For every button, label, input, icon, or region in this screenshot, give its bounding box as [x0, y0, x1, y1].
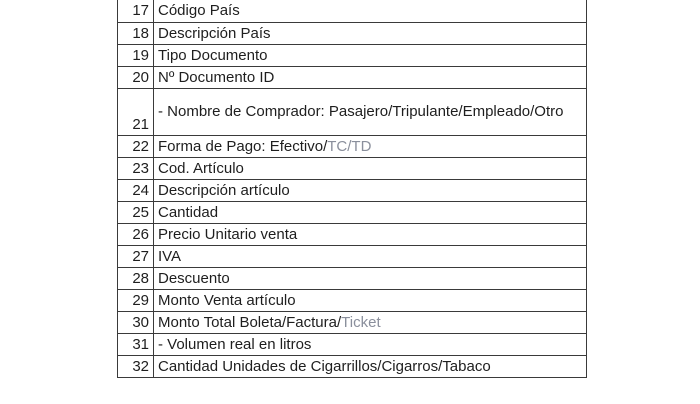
- row-number: 32: [118, 355, 154, 377]
- row-number: 23: [118, 157, 154, 179]
- row-description: Descuento: [154, 267, 587, 289]
- row-description-line-1: - Nombre de Comprador:: [158, 103, 325, 120]
- table-row: [118, 66, 587, 88]
- row-number: 31: [118, 333, 154, 355]
- row-number: 18: [118, 22, 154, 44]
- row-description: Nº Documento ID: [154, 66, 587, 88]
- row-description: Cod. Artículo: [154, 157, 587, 179]
- row-description: Cantidad Unidades de Cigarrillos/Cigarros/Tabaco: [154, 355, 587, 377]
- table-row: [118, 157, 587, 179]
- fields-table: [117, 0, 587, 378]
- table-row: [118, 289, 587, 311]
- row-description: Tipo Documento: [154, 44, 587, 66]
- table-row: [118, 223, 587, 245]
- row-description: Código País: [154, 0, 587, 22]
- row-description: - Volumen real en litros: [154, 333, 587, 355]
- table-row: [118, 355, 587, 377]
- table-row: [118, 179, 587, 201]
- row-description: Descripción artículo: [154, 179, 587, 201]
- table-row: [118, 245, 587, 267]
- row-description: Monto Venta artículo: [154, 289, 587, 311]
- table-row: [118, 0, 587, 22]
- table-row: [118, 44, 587, 66]
- row-number: 20: [118, 66, 154, 88]
- row-number: 27: [118, 245, 154, 267]
- row-description-faded: Ticket: [341, 313, 381, 331]
- row-description: Descripción País: [154, 22, 587, 44]
- row-description-faded: TC/TD: [327, 137, 372, 155]
- row-number: 22: [118, 135, 154, 157]
- row-description: Cantidad: [154, 201, 587, 223]
- row-description-line-2: Pasajero/Tripulante/Empleado/Otro: [328, 103, 564, 120]
- row-description-main: Forma de Pago: Efectivo/: [158, 137, 328, 155]
- row-number: 19: [118, 44, 154, 66]
- row-description-main: Monto Total Boleta/Factura/: [158, 313, 342, 331]
- row-number: 28: [118, 267, 154, 289]
- row-number: 17: [118, 0, 154, 22]
- table-row: [118, 88, 587, 135]
- table-row: [118, 311, 587, 333]
- row-description: Precio Unitario venta: [154, 223, 587, 245]
- row-description: [154, 311, 587, 333]
- table-row: [118, 333, 587, 355]
- row-description: [154, 88, 587, 135]
- row-number: 26: [118, 223, 154, 245]
- row-number: 25: [118, 201, 154, 223]
- row-description: [154, 135, 587, 157]
- row-number: 30: [118, 311, 154, 333]
- row-number: 24: [118, 179, 154, 201]
- table-row: [118, 22, 587, 44]
- table-row: [118, 135, 587, 157]
- table-row: [118, 267, 587, 289]
- row-number: 29: [118, 289, 154, 311]
- row-number: 21: [118, 88, 154, 135]
- row-description: IVA: [154, 245, 587, 267]
- table-row: [118, 201, 587, 223]
